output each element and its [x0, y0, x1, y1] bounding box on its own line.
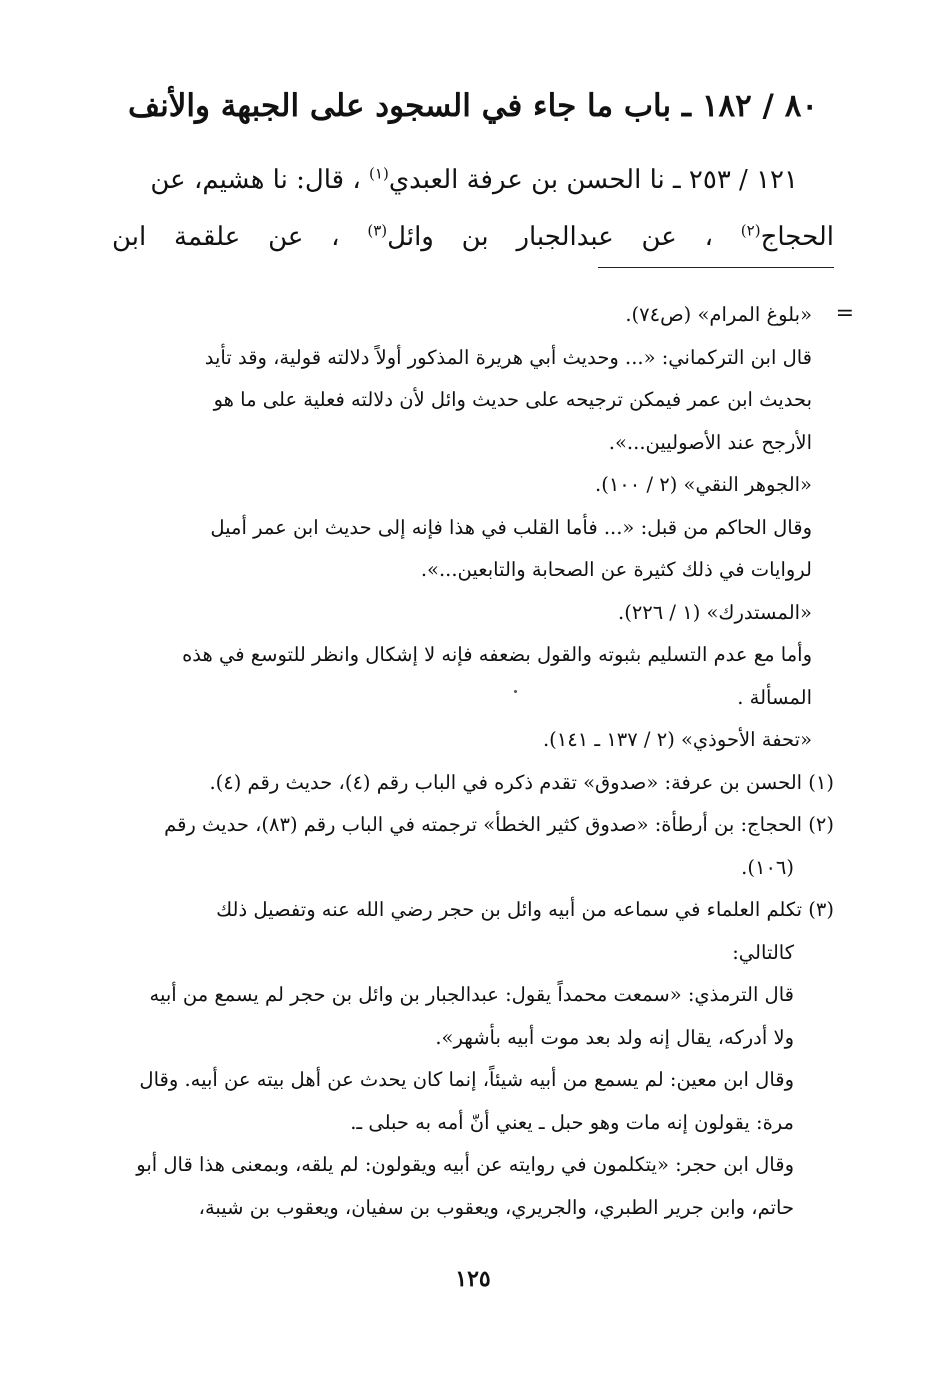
- note-line: «المستدرك» (١ / ٢٢٦).: [618, 600, 812, 624]
- chapter-heading: ٨٠ / ١٨٢ ـ باب ما جاء في السجود على الجبهة والأنف: [127, 88, 818, 124]
- hadith-line-1: ١٢١ / ٢٥٣ ـ نا الحسن بن عرفة العبدي$^{(١)}$ ، قال: نا هشيم، عن: [150, 164, 798, 195]
- footnote-separator: [598, 267, 834, 268]
- note-line: «الجوهر النقي» (٢ / ١٠٠).: [595, 473, 812, 496]
- note-line: وأما مع عدم التسليم بثبوته والقول بضعفه فإنه لا إشكال وانظر للتوسع في هذه: [182, 643, 812, 666]
- page-number: ١٢٥: [455, 1266, 491, 1292]
- footnotes: [112, 294, 834, 1229]
- print-speck: [514, 690, 517, 693]
- continuation-mark: =: [835, 301, 854, 326]
- note-line: وقال الحاكم من قبل: «... فأما القلب في هذا فإنه إلى حديث ابن عمر أميل: [210, 515, 812, 539]
- note-line: قال ابن التركماني: «... وحديث أبي هريرة المذكور أولاً دلالته قولية، وقد تأيد: [204, 345, 812, 369]
- footnote-2-cont: (١٠٦).: [741, 855, 794, 879]
- note-line: «بلوغ المرام» (ص٧٤).: [625, 303, 812, 326]
- note-line: المسألة .: [737, 685, 812, 709]
- footnote-3-cont: حاتم، وابن جرير الطبري، والجريري، ويعقوب بن سفيان، ويعقوب بن شيبة،: [198, 1195, 794, 1219]
- note-line: الأرجح عند الأصوليين...».: [608, 430, 812, 454]
- footnote-3-cont: مرة: يقولون إنه مات وهو حبل ـ يعني أنّ أمه به حبلى ـ.: [350, 1110, 794, 1134]
- footnote-3: (٣) تكلم العلماء في سماعه من أبيه وائل بن حجر رضي الله عنه وتفصيل ذلك: [216, 898, 834, 921]
- footnote-3-cont: وقال ابن حجر: «يتكلمون في روايته عن أبيه ويقولون: لم يلقه، وبمعنى هذا قال أبو: [136, 1153, 794, 1176]
- note-line: «تحفة الأحوذي» (٢ / ١٣٧ ـ ١٤١).: [542, 728, 812, 751]
- note-line: بحديث ابن عمر فيمكن ترجيحه على حديث وائل لأن دلالته فعلية على ما هو: [213, 388, 812, 411]
- note-line: لروايات في ذلك كثيرة عن الصحابة والتابعين...».: [420, 558, 812, 581]
- footnote-3-cont: كالتالي:: [732, 940, 794, 964]
- footnote-3-cont: وقال ابن معين: لم يسمع من أبيه شيئاً، إنما كان يحدث عن أهل بيته عن أبيه. وقال: [139, 1068, 794, 1091]
- hadith-text: [112, 152, 834, 266]
- footnote-2: (٢) الحجاج: بن أرطأة: «صدوق كثير الخطأ» ترجمته في الباب رقم (٨٣)، حديث رقم: [164, 813, 834, 836]
- footnote-1: (١) الحسن بن عرفة: «صدوق» تقدم ذكره في الباب رقم (٤)، حديث رقم (٤).: [209, 770, 834, 794]
- hadith-line-2: الحجاج$^{(٢)}$ ، عن عبدالجبار بن وائل$^{(٣)}$ ، عن علقمة ابن: [112, 221, 834, 252]
- footnote-3-cont: ولا أدركه، يقال إنه ولد بعد موت أبيه بأشهر».: [435, 1025, 794, 1049]
- footnote-3-cont: قال الترمذي: «سمعت محمداً يقول: عبدالجبار بن وائل بن حجر لم يسمع من أبيه: [149, 983, 794, 1006]
